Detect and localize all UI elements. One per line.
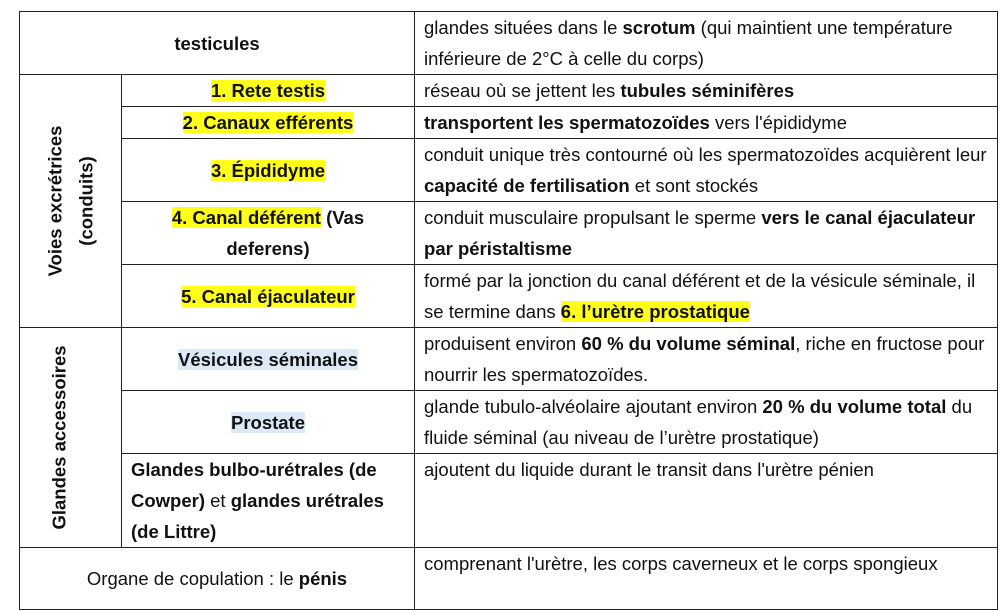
bulbo-desc (415, 454, 998, 548)
deferent-label-cell (122, 202, 415, 265)
voies-excretrices-label (40, 126, 102, 277)
text-run: et sont stockés (629, 175, 759, 196)
penis-label-cell (20, 548, 415, 610)
text-run-bold: scrotum (622, 17, 696, 38)
testicules-desc (415, 12, 998, 75)
epididyme-label: 3. Épididyme (210, 159, 326, 181)
glandes-accessoires-label: Glandes accessoires (48, 345, 70, 530)
epididyme-desc (415, 139, 998, 202)
row-epididyme (20, 139, 998, 202)
text-run: ajoutent du liquide durant le transit dans l'urètre pénien (424, 459, 874, 480)
anatomy-table (19, 11, 998, 610)
ejaculateur-desc (415, 265, 998, 328)
text-run-bold: tubules séminifères (620, 80, 795, 101)
vesicules-label: Vésicules séminales (178, 348, 358, 370)
row-penis (20, 548, 998, 610)
testicules-label: testicules (174, 32, 260, 54)
group-label-line: (conduits) (75, 156, 97, 246)
testicules-label-cell (20, 12, 415, 75)
text-run: vers l'épididyme (709, 112, 848, 133)
text-run-bold: 60 % du volume séminal (581, 333, 796, 354)
text-run: (qui maintient une température inférieure de 2°C à celle du corps) (424, 17, 953, 69)
text-run-bold-highlight: 6. l’urètre prostatique (560, 301, 750, 322)
deferent-desc (415, 202, 998, 265)
row-canal-deferent (20, 202, 998, 265)
littre-label: glandes urétrales (de Littre) (131, 490, 384, 542)
text-run: glandes situées dans le (424, 17, 623, 38)
row-rete-testis (20, 75, 998, 107)
ejaculateur-label: 5. Canal éjaculateur (181, 285, 355, 307)
rete-testis-label-cell (122, 75, 415, 107)
rete-testis-desc (415, 75, 998, 107)
vesicules-desc (415, 328, 998, 391)
row-vesicules-seminales (20, 328, 998, 391)
text-run-bold: vers le canal éjaculateur par péristaltisme (424, 207, 976, 259)
efferents-label: 2. Canaux efférents (182, 112, 354, 133)
prostate-label-cell (122, 391, 415, 454)
text-run: produisent environ (424, 333, 582, 354)
text-run: Organe de copulation : le (86, 568, 299, 589)
row-glandes-bulbo-uretrales (20, 454, 998, 548)
row-testicules (20, 12, 998, 75)
penis-label: pénis (298, 568, 348, 589)
efferents-label-cell (122, 107, 415, 139)
group-label-line: Voies excrétrices (44, 125, 66, 277)
text-run: et (205, 490, 231, 511)
ejaculateur-label-cell (122, 265, 415, 328)
bulbo-label: Glandes bulbo-urétrales (de Cowper) (131, 459, 377, 511)
text-run-bold: 20 % du volume total (762, 396, 947, 417)
penis-desc (415, 548, 998, 610)
voies-excretrices-group (20, 75, 122, 328)
prostate-label: Prostate (230, 411, 306, 433)
deferent-label: 4. Canal déférent (171, 207, 321, 228)
row-canal-ejaculateur (20, 265, 998, 328)
prostate-desc (415, 391, 998, 454)
deferent-label-rest: (Vas deferens) (226, 207, 365, 259)
efferents-desc (415, 107, 998, 139)
glandes-accessoires-group (20, 328, 122, 548)
text-run: formé par la jonction du canal déférent et de la vésicule séminale, il se termine dans (424, 270, 976, 322)
text-run: conduit unique très contourné où les spermatozoïdes acquièrent leur (424, 144, 987, 165)
text-run: glande tubulo-alvéolaire ajoutant environ (424, 396, 763, 417)
epididyme-label-cell (122, 139, 415, 202)
text-run: conduit musculaire propulsant le sperme (424, 207, 762, 228)
text-run: comprenant l'urètre, les corps caverneux et le corps spongieux (424, 553, 938, 574)
vesicules-label-cell (122, 328, 415, 391)
text-run-bold: transportent les spermatozoïdes (424, 112, 710, 133)
text-run-bold: capacité de fertilisation (424, 175, 630, 196)
row-prostate (20, 391, 998, 454)
text-run: , riche en fructose pour nourrir les spermatozoïdes. (424, 333, 985, 385)
row-canaux-efferents (20, 107, 998, 139)
text-run: réseau où se jettent les (424, 80, 621, 101)
bulbo-label-cell (122, 454, 415, 548)
text-run: du fluide séminal (au niveau de l’urètre prostatique) (424, 396, 973, 448)
rete-testis-label: 1. Rete testis (210, 80, 326, 101)
